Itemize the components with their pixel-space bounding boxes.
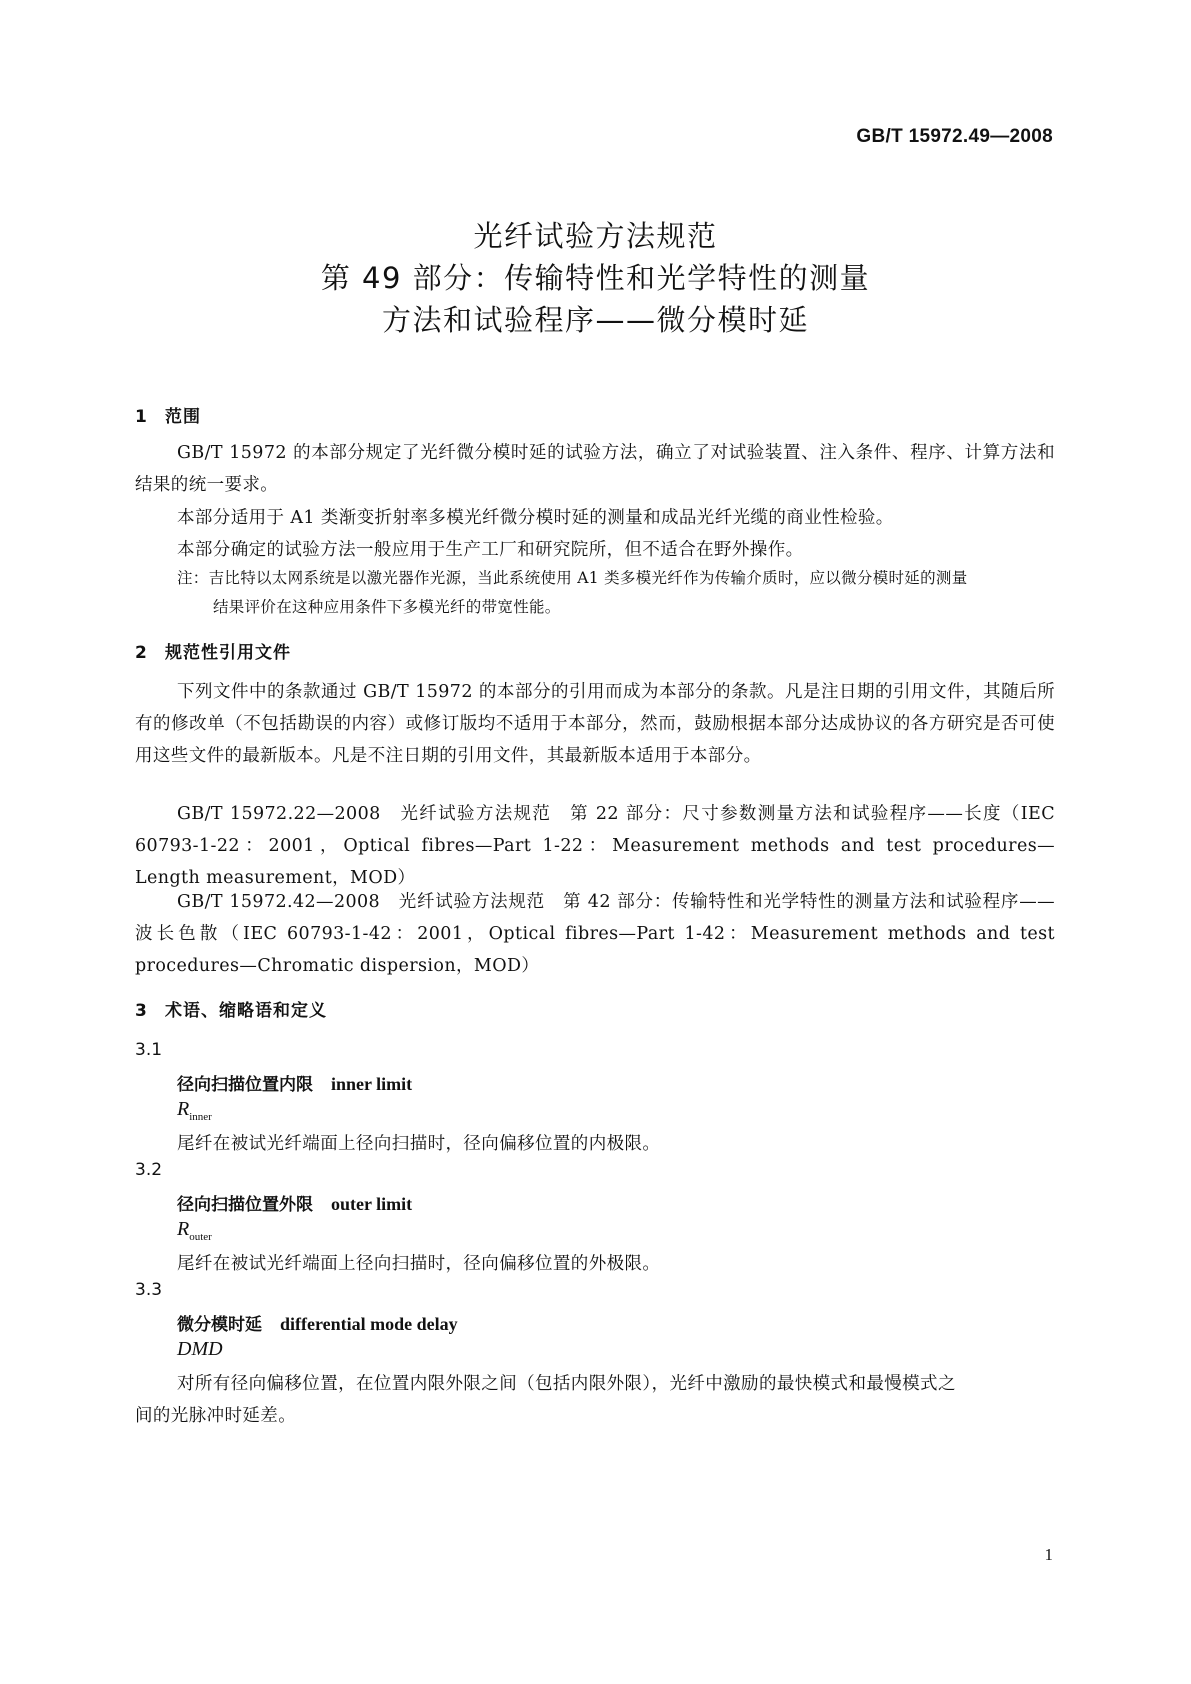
title-line-3: 方法和试验程序——微分模时延: [381, 303, 809, 337]
symbol-main: DMD: [177, 1338, 223, 1360]
symbol-subscript: inner: [189, 1111, 212, 1123]
term-symbol: [177, 1218, 212, 1243]
term-symbol: [177, 1098, 212, 1123]
symbol-main: R: [177, 1218, 190, 1240]
symbol-subscript: outer: [189, 1231, 212, 1243]
title-line-1: 光纤试验方法规范: [473, 219, 718, 253]
section-title: 范围: [165, 407, 201, 427]
term-number: 3.2: [135, 1160, 163, 1180]
term-en: inner limit: [331, 1074, 413, 1094]
term-zh: 径向扫描位置外限: [177, 1195, 313, 1215]
section-2-paragraph-1: 下列文件中的条款通过 GB/T 15972 的本部分的引用而成为本部分的条款。凡是注日期的引用文件，其随后所有的修改单（不包括勘误的内容）或修订版均不适用于本部分，然而，鼓励根据本部分达成协议的各方研究是否可使用这些文件的最新版本。凡是不注日期的引用文件，其最新版本适用于本部分。: [135, 682, 1055, 766]
section-1-note: [177, 564, 1055, 622]
term-number: 3.3: [135, 1280, 163, 1300]
term-title: [177, 1070, 412, 1095]
note-line-1: 注：吉比特以太网系统是以激光器作光源，当此系统使用 A1 类多模光纤作为传输介质时，应以微分模时延的测量: [177, 569, 968, 587]
standard-number: GB/T 15972.49—2008: [856, 126, 1053, 147]
term-title: [177, 1310, 458, 1335]
symbol-main: R: [177, 1098, 190, 1120]
term-definition-line-1: 对所有径向偏移位置，在位置内限外限之间（包括内限外限），光纤中激励的最快模式和最慢模式之: [177, 1374, 956, 1394]
term-en: differential mode delay: [280, 1314, 458, 1334]
section-2-reference-2: GB/T 15972.42—2008 光纤试验方法规范 第 42 部分：传输特性和光学特性的测量方法和试验程序——波长色散（IEC 60793-1-42：2001，Optical fibres—Part 1-42：Measurement methods and test procedures—Chromatic dispersion，MOD）: [135, 892, 1055, 976]
term-definition: 尾纤在被试光纤端面上径向扫描时，径向偏移位置的内极限。: [177, 1134, 661, 1154]
section-title: 规范性引用文件: [165, 643, 291, 663]
section-title: 术语、缩略语和定义: [165, 1001, 327, 1021]
section-number: 1: [135, 407, 148, 427]
page-number: 1: [1044, 1545, 1053, 1564]
section-1-heading: [135, 402, 201, 427]
term-title: [177, 1190, 412, 1215]
term-zh: 微分模时延: [177, 1315, 262, 1335]
section-2-reference-1: GB/T 15972.22—2008 光纤试验方法规范 第 22 部分：尺寸参数测量方法和试验程序——长度（IEC 60793-1-22：2001，Optical fibres—Part 1-22：Measurement methods and test procedures—Length measurement，MOD）: [135, 804, 1055, 888]
section-1-paragraph-3: 本部分确定的试验方法一般应用于生产工厂和研究院所，但不适合在野外操作。: [177, 540, 804, 560]
title-line-2: 第 49 部分：传输特性和光学特性的测量: [320, 261, 871, 295]
section-2-heading: [135, 638, 291, 663]
section-number: 3: [135, 1001, 148, 1021]
term-definition-line-2: 间的光脉冲时延差。: [135, 1406, 297, 1426]
section-1-paragraph-2: 本部分适用于 A1 类渐变折射率多模光纤微分模时延的测量和成品光纤光缆的商业性检验。: [177, 508, 894, 528]
term-en: outer limit: [331, 1194, 413, 1214]
term-number: 3.1: [135, 1040, 163, 1060]
section-1-paragraph-1: GB/T 15972 的本部分规定了光纤微分模时延的试验方法，确立了对试验装置、注入条件、程序、计算方法和结果的统一要求。: [135, 443, 1055, 495]
term-definition: 尾纤在被试光纤端面上径向扫描时，径向偏移位置的外极限。: [177, 1254, 661, 1274]
term-zh: 径向扫描位置内限: [177, 1075, 313, 1095]
note-line-2: 结果评价在这种应用条件下多模光纤的带宽性能。: [213, 598, 561, 616]
term-symbol: [177, 1338, 223, 1361]
section-number: 2: [135, 643, 148, 663]
section-3-heading: [135, 996, 327, 1021]
